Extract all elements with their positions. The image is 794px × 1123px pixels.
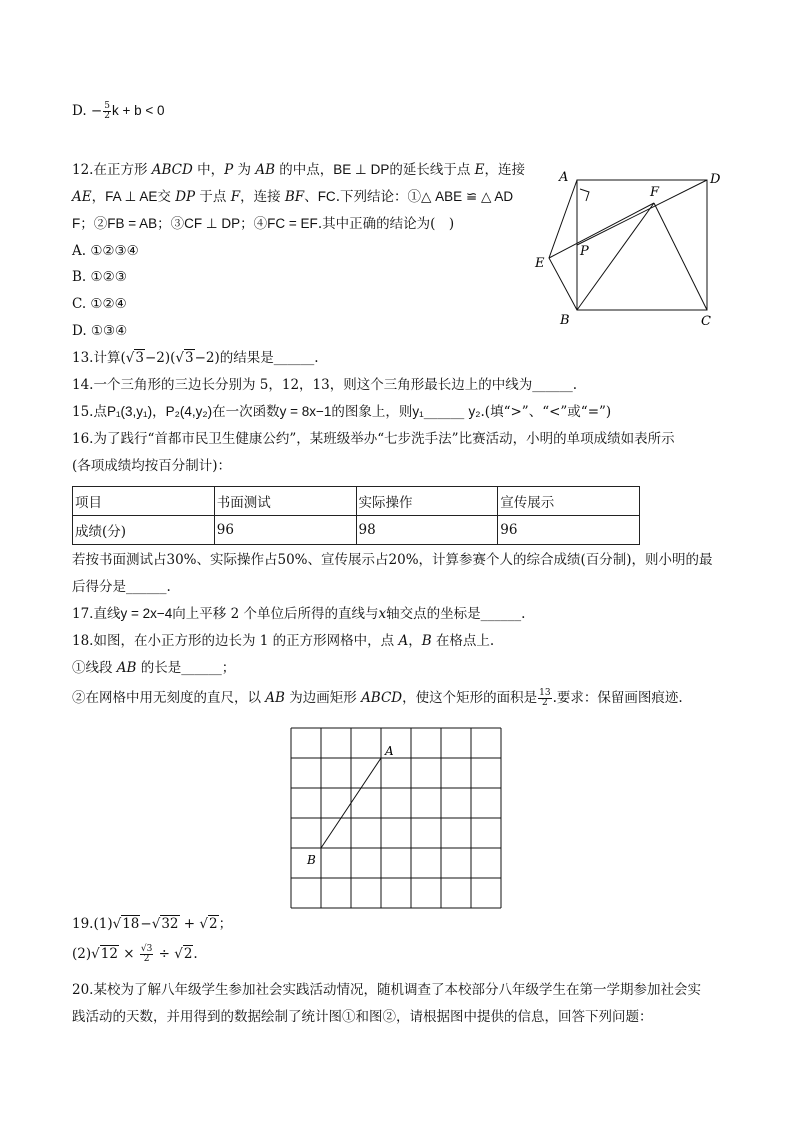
q12-line3: F；②FB = AB；③CF ⊥ DP；④FC = EF.其中正确的结论为( )	[72, 216, 455, 232]
label-p: P	[580, 244, 589, 259]
q18-line3: ②在网格中用无刻度的直尺，以 AB 为边画矩形 ABCD，使这个矩形的面积是 $\frac{13}{2}$ .要求：保留画图痕迹.	[72, 688, 683, 708]
label-f: F	[650, 185, 660, 200]
q16-line3: 若按书面测试占30%、实际操作占50%、宣传展示占20%，计算参赛个人的综合成绩(百分制)，则小明的最	[72, 552, 713, 568]
label-e: E	[535, 256, 545, 271]
segment-ef	[549, 203, 654, 258]
q17: 17.直线y = 2x−4向上平移 2 个单位后所得的直线与x轴交点的坐标是______.	[72, 606, 526, 622]
q12-option-c: C. ①②④	[72, 296, 127, 312]
q18-line1: 18.如图，在小正方形的边长为 1 的正方形网格中，点 A，B 在格点上.	[72, 633, 495, 649]
q12-option-d: D. ①③④	[72, 323, 128, 339]
q18-line2: ①线段 AB 的长是______；	[72, 660, 236, 676]
segment-pd	[577, 180, 707, 245]
table-header-row	[73, 487, 640, 516]
table-cell: 96	[498, 516, 640, 545]
table-header: 实际操作	[356, 487, 498, 516]
segment-cf	[654, 203, 707, 310]
q15: 15.点P₁(3,y₁)，P₂(4,y₂)在一次函数y = 8x−1的图象上，则y₁______ y₂.(填“>”、“<”或“=”)	[72, 404, 612, 420]
grid-label-a: A	[385, 744, 394, 758]
square-abcd	[577, 180, 707, 310]
q16-line1: 16.为了践行“首都市民卫生健康公约”，某班级举办“七步洗手法”比赛活动，小明的单项成绩如表所示	[72, 431, 675, 447]
table-cell: 96	[214, 516, 356, 545]
grid-label-b: B	[307, 853, 316, 867]
q20-line1: 20.某校为了解八年级学生参加社会实践活动情况，随机调查了本校部分八年级学生在第一学期参加社会实	[72, 982, 701, 998]
q19-part2: (2)√12 × $\frac{√3}{2}$ ÷ √2.	[72, 944, 198, 964]
label-c: C	[701, 314, 711, 329]
table-header: 书面测试	[214, 487, 356, 516]
q12-option-a: A. ①②③④	[72, 243, 139, 259]
q16-score-table	[72, 486, 640, 545]
table-cell: 98	[356, 516, 498, 545]
q19-part1: 19.(1)√18−√32 + √2；	[72, 916, 233, 932]
q12-option-b: B. ①②③	[72, 269, 127, 285]
q16-line4: 后得分是______.	[72, 579, 171, 595]
right-angle-mark	[580, 189, 589, 201]
grid-lines	[291, 728, 501, 908]
q18-grid-figure	[288, 724, 508, 914]
q16-line2: (各项成绩均按百分制计)：	[72, 458, 232, 474]
q14: 14.一个三角形的三边长分别为 5，12，13，则这个三角形最长边上的中线为______.	[72, 377, 577, 393]
label-d: D	[710, 172, 721, 187]
option-d: D. − $\frac{5}{2}$ k + b < 0	[72, 101, 165, 121]
q12-geometry-figure	[525, 163, 725, 333]
q12-line2: AE，FA ⊥ AE交 DP 于点 F，连接 BF、FC.下列结论：①△ ABE ≌ △ AD	[72, 189, 514, 205]
table-header: 宣传展示	[498, 487, 640, 516]
q12-line1: 12.在正方形 ABCD 中，P 为 AB 的中点，BE ⊥ DP的延长线于点 E，连接	[72, 162, 525, 178]
table-header: 项目	[73, 487, 215, 516]
q20-line2: 践活动的天数，并用得到的数据绘制了统计图①和图②，请根据图中提供的信息，回答下列问题：	[72, 1009, 653, 1025]
label-b: B	[560, 313, 570, 328]
table-row	[73, 516, 640, 545]
label-a: A	[559, 170, 569, 185]
q13: 13.计算(√3−2)(√3−2)的结果是______.	[72, 350, 319, 366]
table-cell: 成绩(分)	[73, 516, 215, 545]
